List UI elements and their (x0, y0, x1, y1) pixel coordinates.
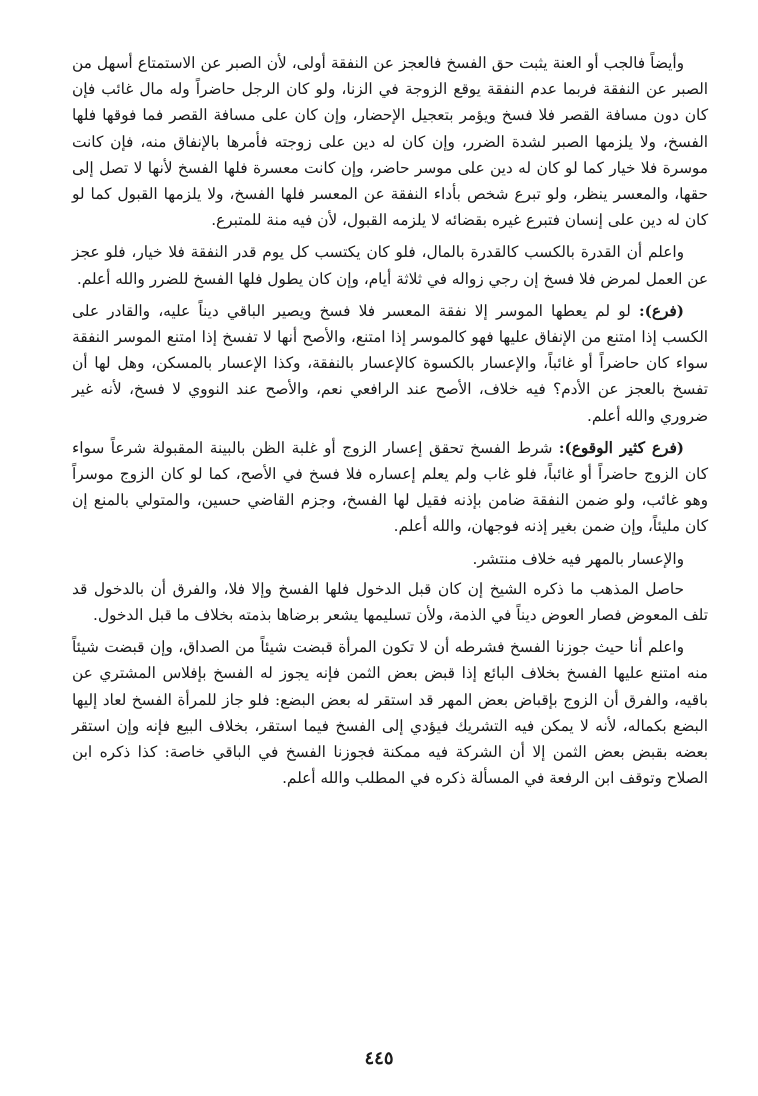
paragraph-5 (72, 546, 708, 572)
paragraph-7-text: واعلم أنا حيث جوزنا الفسخ فشرطه أن لا تكون المرأة قبضت شيئاً من الصداق، وإن قبضت شيئاً منه امتنع عليها الفسخ بخلاف البائع إذا قبض بعض الثمن فإنه يجوز له الفسخ بإفلاس المشتري عن باقيه، والفرق أن الزوج بإقباض بعض المهر قد استقر له بعض البضع: فلو جاز للمرأة الفسخ لعاد إليها البضع بكماله، لأنه لا يمكن فيه التشريك فيؤدي إلى الفسخ فيما استقر، بخلاف البيع فإنه وإن استقر بعضه بقبض بعض الثمن إلا أن الشركة فيه ممكنة فجوزنا الفسخ في الباقي خاصة: كذا ذكره ابن الصلاح وتوقف ابن الرفعة في المسألة ذكره في المطلب والله أعلم. (72, 638, 708, 788)
paragraph-3-fara (72, 298, 708, 429)
paragraph-3-text: لو لم يعطها الموسر إلا نفقة المعسر فلا فسخ ويصير الباقي ديناً عليه، والقادر على الكسب إذا امتنع من الإنفاق عليها فهو كالموسر إذا امتنع، والأصح أنها لا تفسخ إذا امتنع الموسر النفقة سواء كان حاضراً أو غائباً، والإعسار بالكسوة كالإعسار بالنفقة، وكذا الإعسار بالمسكن، وهل لها أن تفسخ بالعجز عن الأدم؟ فيه خلاف، الأصح عند الرافعي نعم، والأصح عند النووي لا فسخ، لأنه غير ضروري والله أعلم. (72, 301, 708, 425)
paragraph-3-lead: (فرع): (638, 301, 684, 320)
paragraph-4-fara-common (72, 435, 708, 540)
paragraph-4-text: شرط الفسخ تحقق إعسار الزوج أو غلبة الظن بالبينة المقبولة شرعاً سواء كان الزوج حاضراً أو غائباً، فلو غاب ولم يعلم إعساره فلا فسخ في الأصح، كما لو كان الزوج موسراً وهو غائب، ولو ضمن النفقة ضامن بإذنه فقيل لها الفسخ، وجزم القاضي حسين، والمتولي بالمنع إن كان مليئاً، وإن ضمن بغير إذنه فوجهان، والله أعلم. (72, 438, 708, 536)
paragraph-1 (72, 50, 708, 233)
paragraph-6 (72, 576, 708, 628)
paragraph-2-text: واعلم أن القدرة بالكسب كالقدرة بالمال، فلو كان يكتسب كل يوم قدر النفقة فلا خيار، فلو عجز عن العمل لمرض فلا فسخ إن رجي زواله في ثلاثة أيام، وإن كان يطول فلها الفسخ للضرر والله أعلم. (72, 243, 708, 288)
paragraph-7 (72, 634, 708, 791)
page-number: ٤٤٥ (364, 1048, 394, 1069)
paragraph-6-text: حاصل المذهب ما ذكره الشيخ إن كان قبل الدخول فلها الفسخ وإلا فلا، والفرق أن بالدخول قد تلف المعوض فصار العوض ديناً في الذمة، ولأن تسليمها يشعر برضاها بذمته بخلاف ما قبل الدخول. (72, 579, 708, 625)
paragraph-5-text: والإعسار بالمهر فيه خلاف منتشر. (472, 549, 684, 568)
paragraph-1-text: وأيضاً فالجب أو العنة يثبت حق الفسخ فالعجز عن النفقة أولى، لأن الصبر عن الاستمتاع أسهل من الصبر عن النفقة فربما عدم النفقة يوقع الزوجة في الزنا، ولو كان الرجل حاضراً وله مال غائب فإن كان دون مسافة القصر فلا فسخ ويؤمر بتعجيل الإحضار، وإن كان على مسافة القصر فما فوقها فلها الفسخ، ولا يلزمها الصبر لشدة الضرر، وإن كان له دين على زوجته فأمرها بالإنفاق منه، فإن كانت موسرة فلا خيار كما لو كان له دين على موسر حاضر، وإن كانت معسرة فلها الفسخ لأنها لا تصل إلى حقها، والمعسر ينظر، ولو تبرع شخص بأداء النفقة عن المعسر فلها الفسخ، ولا يلزمها القبول كما لو كان له دين على إنسان فتبرع غيره بقضائه لا يلزمه القبول، لأن فيه منة للمتبرع. (72, 54, 708, 230)
paragraph-2 (72, 239, 708, 291)
page-body (72, 50, 708, 797)
paragraph-4-lead: (فرع كثير الوقوع): (558, 438, 685, 457)
